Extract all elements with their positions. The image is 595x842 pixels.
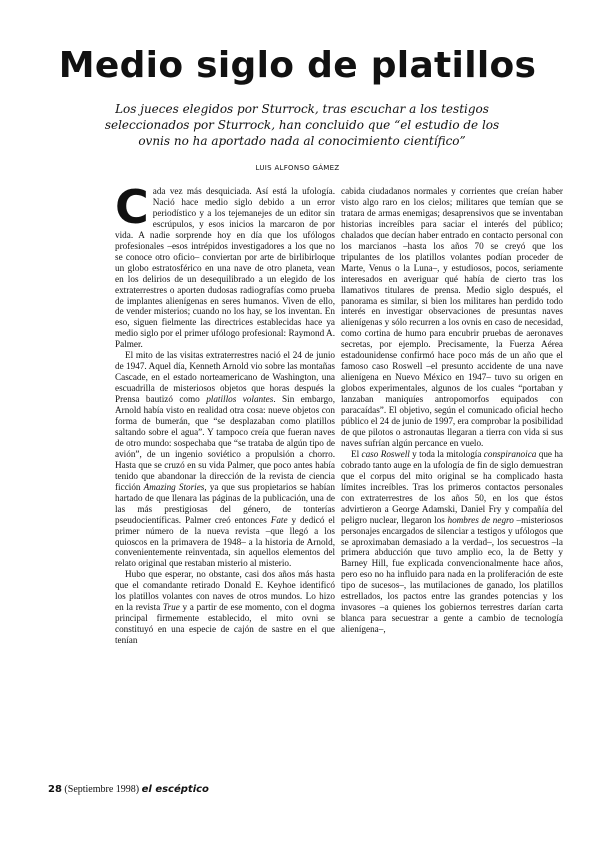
issue-date: (Septiembre 1998) bbox=[64, 784, 140, 795]
paragraph-text: cabida ciudadanos normales y corrientes que creían haber visto algo raro en los cielos; militares que temían que se tratara de armas enemigas; desaprensivos que se inventaban historias increíbles para saciar el interés del público; chalados que decían haber entrado en contacto personal con los marcianos –hasta los años 70 se creyó que los tripulantes de los platillos volantes podían proceder de Marte, Venus o la Luna–, y estudiosos, pocos, seriamente interesados en averiguar qué había de cierto tras los llamativos titulares de prensa. Medio siglo después, el panorama es similar, si bien los militares han perdido todo interés en investigar observaciones de presuntas naves alienígenas y sólo recurren a los ovnis en caso de necesidad, como cortina de humo para encubrir pruebas de aeronaves secretas, por ejemplo. Precisamente, la Fuerza Aérea estadounidense confirmó hace poco más de un año que el famoso caso Roswell –el presunto accidente de una nave alienígena en Nuevo México en 1947– tuvo su origen en globos experimentales, algunos de los cuales “portaban y lanzaban maniquíes antropomorfos equipados con paracaídas”. El objetivo, según el comunicado oficial hecho público el 24 de junio de 1997, era comprobar la posibilidad de que pilotos o astronautas llegaran a tierra con vida si sus naves sufrían algún percance en vuelo. bbox=[341, 186, 563, 448]
article-author: LUIS ALFONSO GÁMEZ bbox=[255, 164, 340, 172]
emphasis-text: True bbox=[162, 602, 180, 613]
emphasis-text: platillos volantes bbox=[206, 394, 274, 405]
paragraph bbox=[341, 186, 563, 449]
paragraph-text: y toda la mitología bbox=[409, 448, 484, 459]
paragraph bbox=[115, 180, 335, 350]
emphasis-text: Amazing Stories bbox=[143, 481, 205, 492]
page-number: 28 bbox=[48, 784, 62, 795]
paragraph-text: y dedicó el primer número de la nueva revista –que llegó a los quioscos en la primavera de 1948– a la historia de Arnold, convenientemente reinventada, sin aquellos elementos del relato original que restaban misterio al misterio. bbox=[115, 514, 335, 569]
emphasis-text: conspiranoica bbox=[483, 448, 537, 459]
paragraph-text: . Sin embargo, Arnold había visto en realidad otra cosa: nueve objetos con forma de bumerán, que “se desplazaban como platillos saltando sobre el agua”. Y tampoco creía que fueran naves de otro mundo: sospechaba que “se trataba de algún tipo de avión”, de un ingenio soviético a propulsión a chorro. Hasta que se cruzó en su vida Palmer, que poco antes había tenido que abandonar la dirección de la revista de ciencia ficción bbox=[115, 394, 335, 492]
drop-cap: C bbox=[115, 180, 149, 234]
page-footer bbox=[48, 784, 209, 795]
emphasis-text: hombres de negro bbox=[447, 514, 514, 525]
paragraph bbox=[115, 350, 335, 569]
emphasis-text: caso Roswell bbox=[361, 448, 410, 459]
paragraph-text: , ya que sus propietarios se habían hartado de que llenara las páginas de la publicación, una de las más prestigiosas del género, de tonterías pseudocientíficas. Palmer creó entonces bbox=[115, 481, 335, 525]
magazine-name: el escéptico bbox=[141, 784, 209, 795]
paragraph-text: ada vez más desquiciada. Así está la ufología. Nació hace medio siglo debido a un error periodístico y a los tejemanejes de un editor sin escrúpulos, y esos inicios la marcaron de por vida. A nadie sorprende hoy en día que los ufólogos profesionales –esos intrépidos investigadores a los que no se conoce otro oficio– conviertan por arte de birlibirloque un globo estratosférico en una nave de otro planeta, vean en los delirios de un desequilibrado a un elegido de los extraterrestres o aporten dudosas radiografías como prueba de implantes alienígenas en seres humanos. Viven de ello, de vender misterios; cuando no los hay, se los inventan. En eso, siguen fielmente las directrices establecidas hace ya medio siglo por el primer ufólogo profesional: Raymond A. Palmer. bbox=[115, 186, 335, 350]
paragraph-text: Hubo que esperar, no obstante, casi dos años más hasta que el comandante retirado Donald E. Keyhoe identificó los platillos volantes con naves de otros mundos. Lo hizo en la revista bbox=[115, 569, 335, 613]
paragraph-text: y a partir de ese momento, con el dogma principal firmemente establecido, el mito ovni se constituyó en una especie de cajón de sastre en el que tenían bbox=[115, 602, 336, 646]
left-column bbox=[115, 180, 336, 646]
article-subtitle: Los jueces elegidos por Sturrock, tras escuchar a los testigos seleccionados por Sturrock, han concluido que “el estudio de los ovnis no ha aportado nada al conocimiento científico” bbox=[104, 102, 500, 148]
paragraph-text: El bbox=[351, 448, 362, 459]
paragraph-text: El mito de las visitas extraterrestres nació el 24 de junio de 1947. Aquel día, Kenneth Arnold vio sobre las montañas Cascade, en el estado norteamericano de Washington, una escuadrilla de misteriosos objetos que horas después la Prensa bautizó como bbox=[115, 350, 335, 405]
article-title: Medio siglo de platillos bbox=[58, 45, 537, 86]
emphasis-text: Fate bbox=[270, 514, 288, 525]
paragraph bbox=[341, 449, 563, 635]
paragraph-text: que ha cobrado tanto auge en la ufología de fin de siglo demuestran que el corpus del mito original se ha complicado hasta límites increíbles. Tras los primeros contactos personales con extraterrestres de los años 50, en los que éstos advirtieron a George Adamski, Daniel Fry y compañía del peligro nuclear, llegaron los bbox=[341, 448, 564, 525]
right-column bbox=[341, 186, 563, 635]
paragraph bbox=[115, 569, 335, 646]
paragraph-text: –misteriosos personajes encargados de silenciar a testigos y ufólogos que se aproximaban demasiado a la verdad–, los secuestros –la primera abducción que tuvo amplio eco, la de Betty y Barney Hill, fue explicada convencionalmente hace años, pero eso no ha influido para nada en la proliferación de este tipo de sucesos–, las mutilaciones de ganado, los platillos estrellados, los pactos entre las grandes potencias y los invasores –a quienes los gobiernos terrestres darían carta blanca para secuestrar a gente a cambio de tecnología alienígena–, bbox=[341, 514, 564, 635]
